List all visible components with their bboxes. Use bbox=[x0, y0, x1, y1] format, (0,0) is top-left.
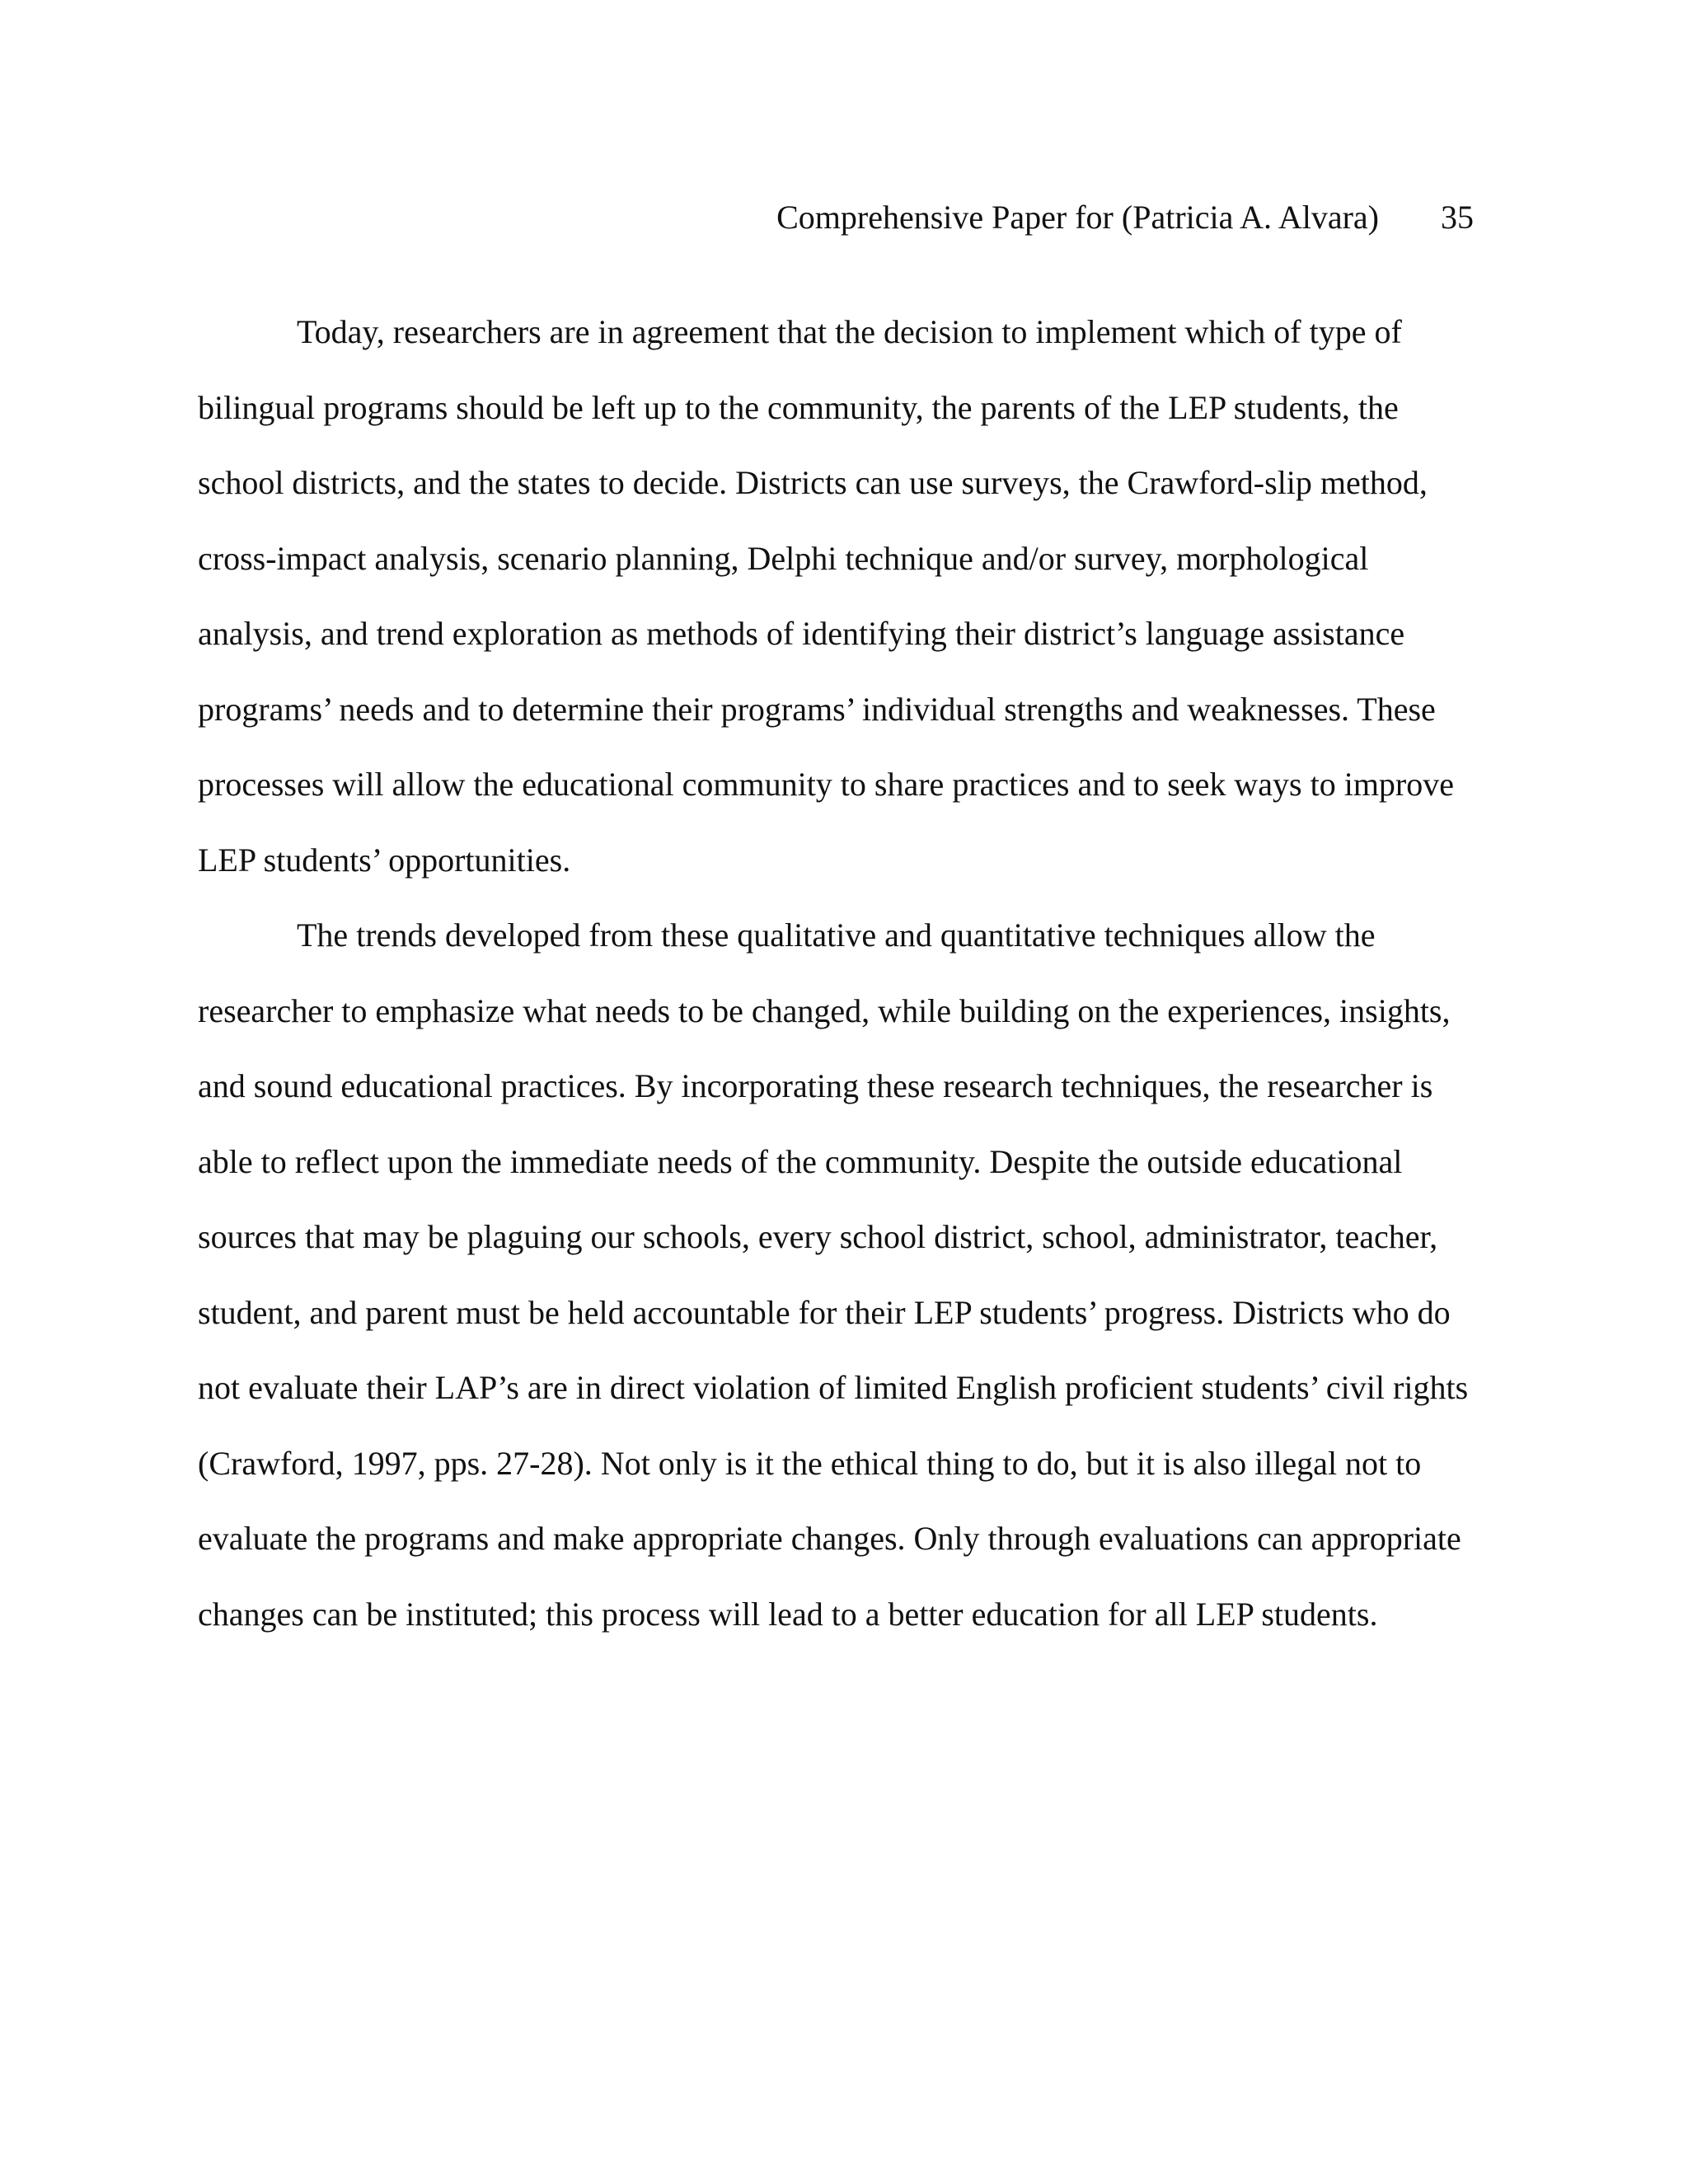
paragraph-line: LEP students’ opportunities. bbox=[198, 841, 571, 879]
paragraph-line: and sound educational practices. By incorporating these research techniques, the researcher is bbox=[198, 1067, 1433, 1104]
paragraph-line: processes will allow the educational community to share practices and to seek ways to improve bbox=[198, 766, 1455, 803]
running-head-title: Comprehensive Paper for (Patricia A. Alvara) bbox=[776, 199, 1379, 236]
paragraph-line: evaluate the programs and make appropriate changes. Only through evaluations can appropriate bbox=[198, 1520, 1461, 1557]
paragraph-line: programs’ needs and to determine their programs’ individual strengths and weaknesses. These bbox=[198, 690, 1436, 728]
paragraph-line: changes can be instituted; this process will lead to a better education for all LEP students. bbox=[198, 1595, 1378, 1633]
paragraph-1 bbox=[198, 294, 1474, 898]
paragraph-line: researcher to emphasize what needs to be changed, while building on the experiences, insights, bbox=[198, 991, 1451, 1029]
paragraph-line: cross-impact analysis, scenario planning, Delphi technique and/or survey, morphological bbox=[198, 539, 1369, 577]
paragraph-line: The trends developed from these qualitative and quantitative techniques allow the bbox=[297, 916, 1376, 954]
paragraph-line: bilingual programs should be left up to the community, the parents of the LEP students, the bbox=[198, 388, 1399, 426]
page-number: 35 bbox=[1441, 199, 1474, 236]
running-head bbox=[198, 196, 1474, 239]
paragraph-line: analysis, and trend exploration as methods of identifying their district’s language assistance bbox=[198, 615, 1405, 652]
paragraph-line: able to reflect upon the immediate needs of the community. Despite the outside educational bbox=[198, 1142, 1403, 1180]
paragraph-line: student, and parent must be held accountable for their LEP students’ progress. Districts who do bbox=[198, 1293, 1451, 1331]
paragraph-line: Today, researchers are in agreement that the decision to implement which of type of bbox=[297, 313, 1402, 350]
paragraph-line: sources that may be plaguing our schools, every school district, school, administrator, teacher, bbox=[198, 1218, 1438, 1255]
paragraph-2 bbox=[198, 898, 1474, 1652]
paragraph-line: not evaluate their LAP’s are in direct violation of limited English proficient students’ civil rights bbox=[198, 1369, 1469, 1406]
paragraph-line: (Crawford, 1997, pps. 27-28). Not only is it the ethical thing to do, but it is also illegal not to bbox=[198, 1444, 1422, 1482]
paragraph-line: school districts, and the states to decide. Districts can use surveys, the Crawford-slip method, bbox=[198, 464, 1428, 501]
document-body bbox=[198, 294, 1474, 1652]
